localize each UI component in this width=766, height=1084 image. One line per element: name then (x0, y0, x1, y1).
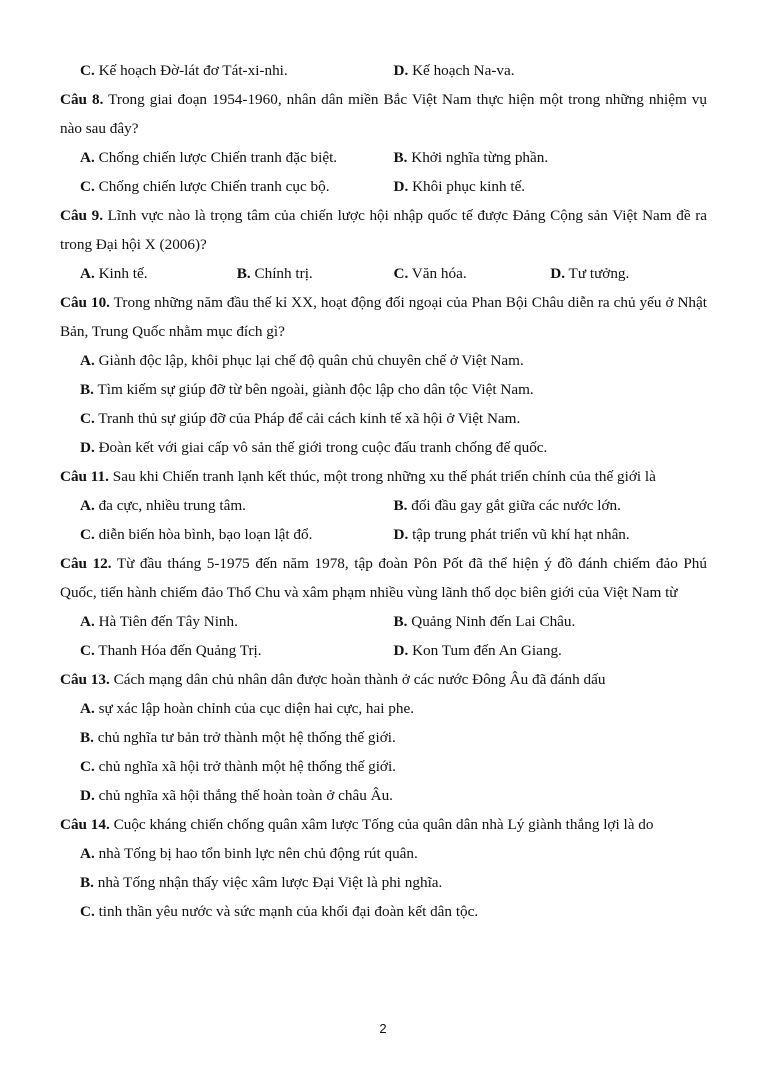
answer-option (80, 172, 394, 201)
option-text: Tìm kiếm sự giúp đỡ từ bên ngoài, giành độc lập cho dân tộc Việt Nam. (97, 381, 534, 398)
option-letter: A. (80, 497, 95, 514)
option-letter: D. (550, 265, 566, 282)
answer-option (80, 143, 394, 172)
question-stem (60, 810, 707, 839)
option-text: đa cực, nhiều trung tâm. (98, 497, 246, 514)
question-stem (60, 665, 707, 694)
question-stem (60, 462, 707, 491)
option-text: Giành độc lập, khôi phục lại chế độ quân chủ chuyên chế ở Việt Nam. (98, 352, 524, 369)
answer-option (60, 346, 707, 375)
option-text: Khởi nghĩa từng phần. (411, 149, 549, 166)
answer-option (394, 491, 708, 520)
option-text: đối đầu gay gắt giữa các nước lớn. (411, 497, 621, 514)
answer-option (80, 56, 394, 85)
question-text: Lĩnh vực nào là trọng tâm của chiến lược hội nhập quốc tế được Đảng Cộng sản Việt Nam đề ra trong Đại hội X (2006)? (60, 207, 707, 253)
option-letter: B. (80, 874, 94, 891)
option-text: Hà Tiên đến Tây Ninh. (98, 613, 238, 630)
question-number: Câu 9. (60, 207, 104, 224)
option-text: chủ nghĩa tư bản trở thành một hệ thống thế giới. (97, 729, 396, 746)
options-row (60, 56, 707, 85)
option-text: nhà Tống nhận thấy việc xâm lược Đại Việt là phi nghĩa. (97, 874, 443, 891)
option-text: sự xác lập hoàn chỉnh của cục diện hai cực, hai phe. (98, 700, 415, 717)
options-row (60, 259, 707, 288)
option-letter: C. (80, 758, 95, 775)
option-text: Kon Tum đến An Giang. (412, 642, 562, 659)
option-letter: B. (80, 381, 94, 398)
answer-option (60, 839, 707, 868)
option-text: nhà Tống bị hao tổn binh lực nên chủ động rút quân. (98, 845, 418, 862)
option-letter: A. (80, 352, 95, 369)
option-text: Kế hoạch Đờ-lát đơ Tát-xi-nhi. (98, 62, 288, 79)
option-letter: D. (393, 526, 409, 543)
question-number: Câu 11. (60, 468, 109, 485)
option-letter: B. (393, 613, 408, 630)
answer-option (60, 723, 707, 752)
question-stem (60, 288, 707, 346)
option-letter: C. (80, 410, 95, 427)
option-text: diễn biến hòa bình, bạo loạn lật đổ. (98, 526, 313, 543)
option-text: Thanh Hóa đến Quảng Trị. (98, 642, 262, 659)
option-letter: A. (80, 613, 95, 630)
option-letter: B. (236, 265, 251, 282)
answer-option (60, 781, 707, 810)
answer-option (394, 172, 708, 201)
answer-option (60, 404, 707, 433)
option-letter: C. (80, 903, 95, 920)
question-stem (60, 85, 707, 143)
option-letter: C. (80, 642, 95, 659)
option-text: Tranh thủ sự giúp đỡ của Pháp để cải cách kinh tế xã hội ở Việt Nam. (98, 410, 521, 427)
answer-option (60, 897, 707, 926)
option-letter: D. (80, 787, 95, 804)
answer-option (60, 694, 707, 723)
answer-option (60, 375, 707, 404)
option-text: Kế hoạch Na-va. (412, 62, 515, 79)
question-stem (60, 549, 707, 607)
option-letter: B. (393, 497, 408, 514)
question-text: Từ đầu tháng 5-1975 đến năm 1978, tập đoàn Pôn Pốt đã thể hiện ý đồ đánh chiếm đảo Phú Quốc, tiến hành chiếm đảo Thổ Chu và xâm phạm nhiều vùng lãnh thổ dọc biên giới của Việt Nam từ (60, 555, 707, 601)
options-row (60, 607, 707, 636)
option-letter: A. (80, 265, 95, 282)
option-text: Khôi phục kinh tế. (412, 178, 526, 195)
option-letter: D. (393, 178, 409, 195)
exam-content (60, 56, 707, 926)
question-text: Cách mạng dân chủ nhân dân được hoàn thành ở các nước Đông Âu đã đánh dấu (113, 671, 606, 688)
option-text: tinh thần yêu nước và sức mạnh của khối đại đoàn kết dân tộc. (98, 903, 479, 920)
page-number: 2 (379, 1021, 387, 1036)
option-letter: D. (393, 62, 409, 79)
answer-option (60, 868, 707, 897)
options-row (60, 491, 707, 520)
option-text: Chống chiến lược Chiến tranh đặc biệt. (98, 149, 338, 166)
option-letter: D. (80, 439, 95, 456)
question-number: Câu 14. (60, 816, 110, 833)
answer-option (394, 143, 708, 172)
option-text: Văn hóa. (411, 265, 467, 282)
question-text: Trong những năm đầu thế kỉ XX, hoạt động đối ngoại của Phan Bội Châu diễn ra chủ yếu ở Nhật Bản, Trung Quốc nhằm mục đích gì? (60, 294, 707, 340)
option-text: Kinh tế. (98, 265, 148, 282)
option-text: chủ nghĩa xã hội trở thành một hệ thống thế giới. (98, 758, 396, 775)
question-text: Trong giai đoạn 1954-1960, nhân dân miền Bắc Việt Nam thực hiện một trong những nhiệm vụ nào sau đây? (60, 91, 707, 137)
question-number: Câu 13. (60, 671, 110, 688)
option-letter: C. (80, 526, 95, 543)
question-number: Câu 8. (60, 91, 104, 108)
answer-option (80, 491, 394, 520)
option-text: Chính trị. (254, 265, 313, 282)
option-text: Đoàn kết với giai cấp vô sản thế giới trong cuộc đấu tranh chống đế quốc. (98, 439, 548, 456)
options-row (60, 143, 707, 172)
question-text: Sau khi Chiến tranh lạnh kết thúc, một trong những xu thế phát triển chính của thế giới là (112, 468, 656, 485)
answer-option (394, 520, 708, 549)
answer-option (80, 607, 394, 636)
question-number: Câu 10. (60, 294, 110, 311)
option-letter: C. (80, 178, 95, 195)
option-letter: B. (393, 149, 408, 166)
options-row (60, 172, 707, 201)
answer-option (394, 636, 708, 665)
options-row (60, 520, 707, 549)
option-letter: A. (80, 700, 95, 717)
option-letter: A. (80, 149, 95, 166)
option-text: Chống chiến lược Chiến tranh cục bộ. (98, 178, 330, 195)
option-letter: B. (80, 729, 94, 746)
option-letter: C. (393, 265, 409, 282)
answer-option (550, 259, 707, 288)
answer-option (237, 259, 394, 288)
answer-option (80, 259, 237, 288)
option-text: Quảng Ninh đến Lai Châu. (411, 613, 576, 630)
answer-option (394, 259, 551, 288)
option-text: chủ nghĩa xã hội thắng thế hoàn toàn ở châu Âu. (98, 787, 393, 804)
question-number: Câu 12. (60, 555, 112, 572)
option-text: tập trung phát triển vũ khí hạt nhân. (412, 526, 630, 543)
option-letter: A. (80, 845, 95, 862)
options-row (60, 636, 707, 665)
answer-option (80, 636, 394, 665)
option-letter: C. (80, 62, 95, 79)
answer-option (60, 433, 707, 462)
answer-option (394, 607, 708, 636)
answer-option (60, 752, 707, 781)
answer-option (394, 56, 708, 85)
question-text: Cuộc kháng chiến chống quân xâm lược Tống của quân dân nhà Lý giành thắng lợi là do (113, 816, 654, 833)
option-letter: D. (393, 642, 409, 659)
answer-option (80, 520, 394, 549)
option-text: Tư tưởng. (568, 265, 630, 282)
question-stem (60, 201, 707, 259)
